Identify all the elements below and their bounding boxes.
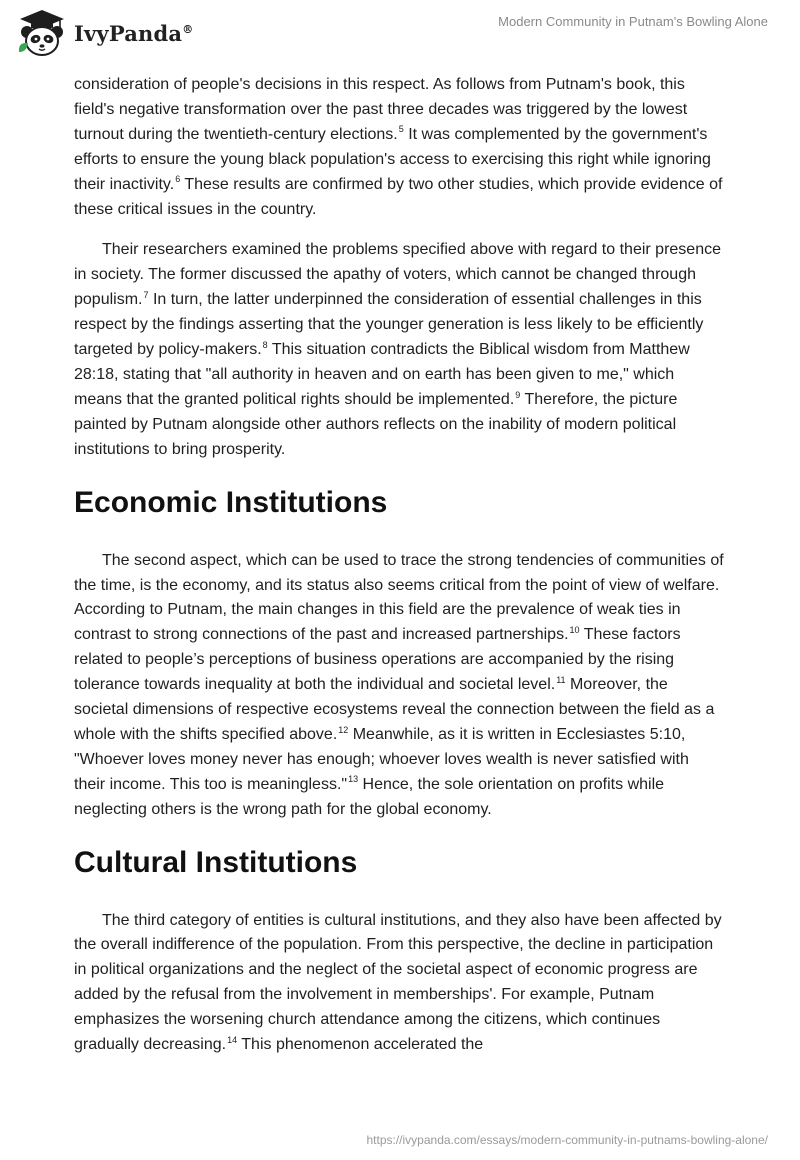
- source-url[interactable]: https://ivypanda.com/essays/modern-community-in-putnams-bowling-alone/: [366, 1133, 768, 1147]
- paragraph: The third category of entities is cultural institutions, and they also have been affected by the overall indifference of the population. From this perspective, the decline in participation in political organizations and the neglect of the societal aspect of economic progress are added by the refusal from the involvement in memberships'. For example, Putnam emphasizes the worsening church attendance among the citizens, which continues gradually decreasing.$^{14}$ This phenomenon accelerated the: [74, 911, 722, 1054]
- footnote-ref: 13: [348, 774, 359, 785]
- footnote-ref: 11: [556, 674, 566, 685]
- footnote-ref: 14: [227, 1034, 238, 1045]
- panda-graduate-icon: [16, 8, 68, 58]
- page-header: [0, 0, 800, 70]
- section-heading-cultural: Cultural Institutions: [74, 845, 358, 879]
- footnote-ref: 12: [338, 724, 349, 735]
- paragraph: The second aspect, which can be used to trace the strong tendencies of communities of the time, is the economy, and its status also seems critical from the point of view of welfare. According to Putnam, the main changes in this field are the prevalence of weak ties in contrast to strong connections of the past and increased partnerships.$^{10}$ These factors related to people’s perceptions of business operations are accompanied by the rising tolerance towards inequality at both the individual and societal level.$^{11}$ Moreover, the societal dimensions of respective ecosystems reveal the connection between the field as a whole with the shifts specified above.$^{12}$ Meanwhile, as it is written in Ecclesiastes 5:10, "Whoever loves money never has enough; whoever loves wealth is never satisfied with their income. This too is meaningless."$^{13}$ Hence, the sole orientation on profits while neglecting others is the wrong path for the global economy.: [74, 551, 724, 818]
- section-heading-economic: Economic Institutions: [74, 485, 388, 519]
- footnote-ref: 6: [175, 174, 181, 185]
- essay-body: [74, 73, 724, 1074]
- brand-name: IvyPanda®: [74, 20, 194, 46]
- footnote-ref: 7: [143, 289, 149, 300]
- footnote-ref: 8: [262, 339, 268, 350]
- ivypanda-logo[interactable]: [16, 8, 193, 58]
- footnote-ref: 5: [398, 124, 404, 135]
- footnote-ref: 9: [515, 389, 521, 400]
- document-title: Modern Community in Putnam's Bowling Alone: [498, 14, 768, 29]
- paragraph: Their researchers examined the problems specified above with regard to their presence in society. The former discussed the apathy of voters, which cannot be changed through populism.$^7$ In turn, the latter underpinned the consideration of essential challenges in this respect by the findings asserting that the younger generation is less likely to be efficiently targeted by policy-makers.$^8$ This situation contradicts the Biblical wisdom from Matthew 28:18, stating that "all authority in heaven and on earth has been given to me," which means that the granted political rights should be implemented.$^9$ Therefore, the picture painted by Putnam alongside other authors reflects on the inability of modern political institutions to bring prosperity.: [74, 241, 721, 458]
- footnote-ref: 10: [569, 624, 580, 635]
- paragraph: consideration of people's decisions in this respect. As follows from Putnam's book, this field's negative transformation over the past three decades was triggered by the lowest turnout during the twentieth-century elections.$^5$ It was complemented by the government's efforts to ensure the young black population's access to exercising this right while ignoring their inactivity.$^6$ These results are confirmed by two other studies, which provide evidence of these critical issues in the country.: [74, 76, 723, 218]
